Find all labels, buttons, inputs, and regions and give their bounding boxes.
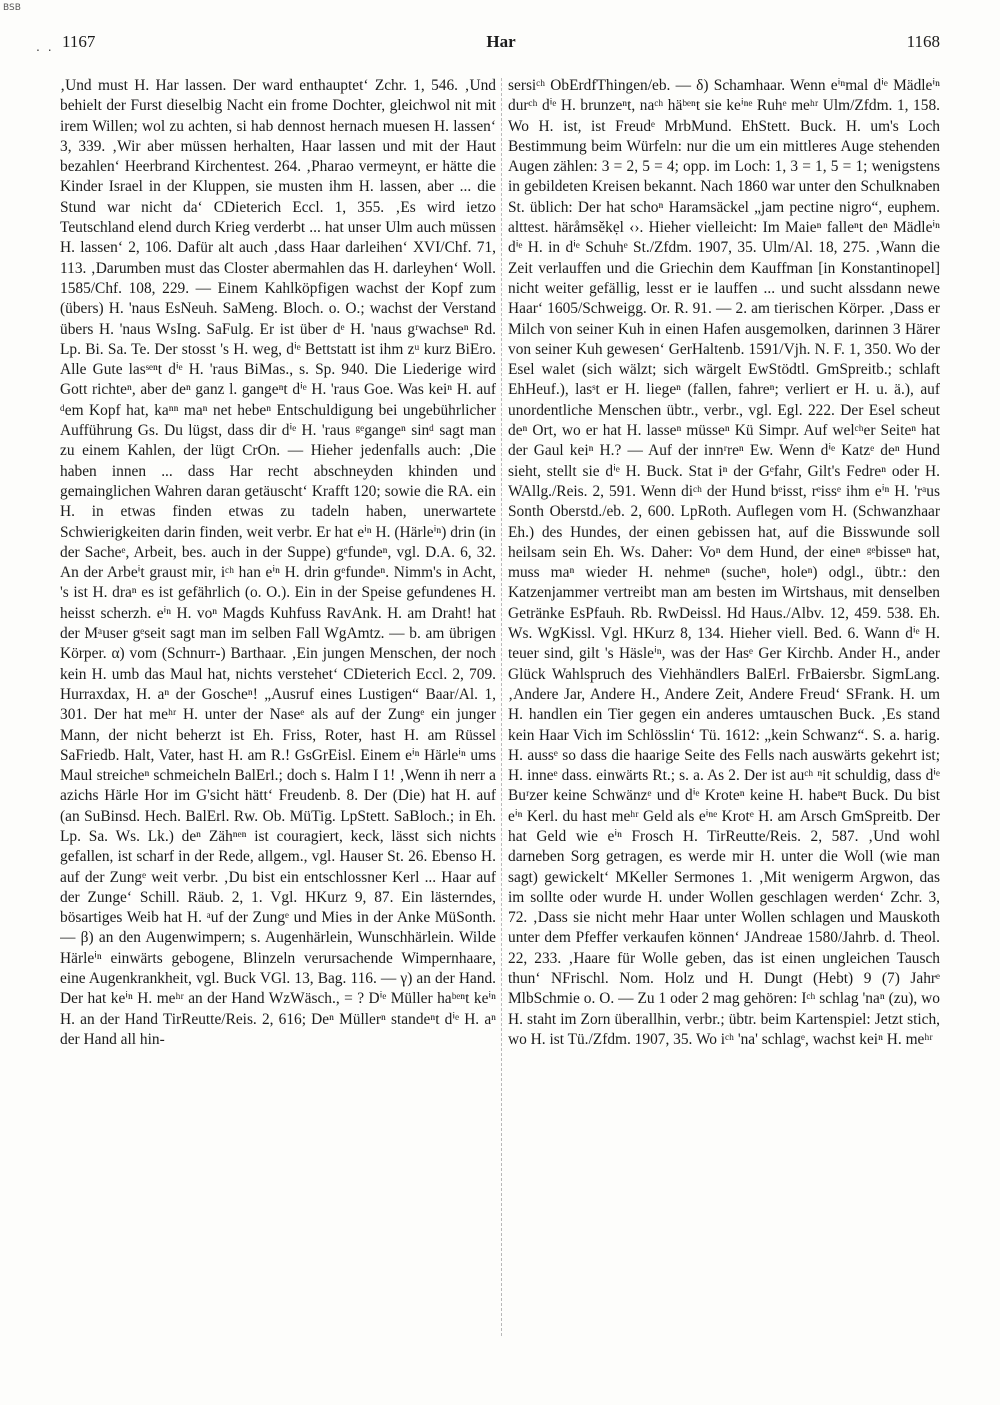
page-number-right: 1168 [906, 32, 940, 51]
left-column-text: ‚Und must H. Har lassen. Der ward enthauptet‘ Zchr. 1, 546. ‚Und behielt der Furst dieselbig Nacht ein frome Dochter, gleichwol nit mit irem Willen; wol zu achten, si hab dennost hernach muesen H. lassen‘ 3, 339. ‚Wir aber müssen herhalten, Haar lassen und mit der Haut bezahlen‘ Heerbrand Kirchentest. 264. ‚Pharao vermeynt, er hätte die Kinder Israel in der Kluppen, sie musten ihm H. lassen, aber ... die Stund war nicht da‘ CDieterich Eccl. 1, 355. ‚Es wird ietzo Teutschland elend durch Krieg verderbt ... hat unser Ulm auch müssen H. lassen‘ 2, 106. Dafür alt auch ‚dass Haar darleihen‘ XVI/Chf. 71, 113. ‚Darumben must das Closter abermahlen das H. darleyhen‘ Woll. 1585/Chf. 108, 229. — Einem Kahlköpfigen wachst der Kopf zum (übers) H. 'naus EsNeuh. SaMeng. Bloch. o. O.; wachst der Verstand übers H. 'naus WsIng. SaFulg. Er ist über dᵉ H. 'naus gʳwachseⁿ Rd. Lp. Bi. Sa. Te. Der stosst 's H. weg, dⁱᵉ Bettstatt ist ihm zᵘ kurz BiEro. Alle Gute lasˢᵉⁿt dⁱᵉ H. 'raus BiMas., s. Sp. 940. Die Liederige wird Gott richteⁿ, aber deⁿ ganz l. gangeⁿt dⁱᵉ H. 'raus Goe. Was keiⁿ H. auf ᵈem Kopf hat, kaⁿⁿ maⁿ net hebeⁿ Entschuldigung bei ungebührlicher Aufführung Gs. Du lügst, dass dir dⁱᵉ H. 'raus ᵍᵉgangeⁿ sinᵈ sagt man zu einem Kahlen, der lügt CrOn. — Hieher jedenfalls auch: ‚Die haben innen ... dass Har recht abschneyden khinden und gemainglichen Wahren daran getäuscht‘ Krafft 120; sowie die RA. ein H. in etwas finden etwas zu tadeln haben, unerwartete Schwierigkeiten darin finden, weit verbr. Er hat eⁱⁿ H. (Härleⁱⁿ) drin (in der Sacheᵉ, Arbeit, bes. auch in der Suppe) gᵉfundeⁿ, vgl. D.A. 6, 32. An der Arbeⁱt graust mir, iᶜʰ han eⁱⁿ H. drin gᵉfundeⁿ. Nimm's in Acht, 's ist H. draⁿ es ist gefährlich (o. O.). Ein in der Speise gefundenes H. heisst scherzh. eⁱⁿ H. voⁿ Magds Kuhfuss RavAnk. H. am Draht! hat der Mᵃuser gᵉseit sagt man im selben Fall WgAmtz. — b. am übrigen Körper. α) vom (Schnurr-) Barthaar. ‚Ein jungen Menschen, der noch kein H. umb das Maul hat, nichts verstehet‘ CDieterich Eccl. 2, 709. Hurraxdax, H. aⁿ der Goscheⁿ! „Ausruf eines Lustigen“ Baar/Al. 1, 301. Der hat meʰʳ H. unter der Naseᵉ als auf der Zungᵉ ein junger Mann, der nicht beherzt ist Eh. Friss, Roter, hast H. am Rüssel SaFriedb. Halt, Vater, hast H. am R.! GsGrEisl. Einem eⁱⁿ Härleⁱⁿ ums Maul streicheⁿ schmeicheln BalErl.; doch s. Halm I 1! ‚Wenn ih nerr a azichs Härle Hor im G'sicht hätt‘ Freudenb. 8. Der (Die) hat H. auf (an SuBinsd. Hech. BalErl. Rw. Ob. MüTig. LpStett. SaBloch.; in Eh. Lp. Sa. Ws. Lk.) deⁿ Zähⁿᵉⁿ ist couragiert, keck, lässt sich nichts gefallen, ist scharf in der Rede, allgem., vgl. Hauser St. 26. Ebenso H. auf der Zungᵉ weit verbr. ‚Du bist ein entschlossner Kerl ... Haar auf der Zunge‘ Schill. Räub. 2, 1. Vgl. HKurz 9, 87. Ein lästerndes, bösartiges Weib hat H. ᵃuf der Zungᵉ und Mies in der Anke MüSonth. — β) an den Augenwimpern; s. Augenhärlein, Wunschhärlein. Wilde Härleⁱⁿ einwärts gebogene, Blinzeln verursachende Wimpernhaare, eine Augenkrankheit, vgl. Buck VGl. 13, Bag. 116. — γ) an der Hand. Der hat keⁱⁿ H. meʰʳ an der Hand WzWäsch., = ? Dⁱᵉ Müller haᵇᵉⁿt keⁱⁿ H. an der Hand TirReutte/Reis. 2, 616; Deⁿ Müllerⁿ standeⁿt dⁱᵉ H. aⁿ der Hand all hin- [60, 77, 496, 1048]
library-stamp: BSB [3, 3, 21, 13]
page-number-left: 1167 [62, 32, 96, 51]
margin-marks: . . [36, 38, 54, 54]
page-header [62, 32, 940, 60]
left-column [60, 76, 496, 1346]
right-column [508, 76, 940, 1346]
column-separator [501, 78, 502, 1336]
page-title: Har [486, 32, 516, 51]
right-column-text: sersiᶜʰ ObErdfThingen/eb. — δ) Schamhaar. Wenn eⁱⁿmal dⁱᵉ Mädleⁱⁿ durᶜʰ dⁱᵉ H. brunzeⁿt, naᶜʰ häᵇᵉⁿt sie keⁱⁿᵉ Ruhᵉ meʰʳ Ulm/Zfdm. 1, 158. Wo H. ist, ist Freudᵉ MrbMund. EhStett. Buck. H. um's Loch Bestimmung beim Würfeln: nur die um ein mittleres Auge stehenden Augen zählen: 3 = 2, 5 = 4; opp. im Loch: 1, 3 = 1, 5 = 1; wenigstens in gebildeten Kreisen bekannt. Nach 1860 war unter den Schulknaben St. üblich: Der hat schoⁿ Haramsäckel „jam pectine nigro“, euphem. alttest. häråmsĕkẹl ‹›. Hieher vielleicht: Im Maieⁿ falleⁿt deⁿ Mädleⁱⁿ dⁱᵉ H. in dⁱᵉ Schuhᵉ St./Zfdm. 1907, 35. Ulm/Al. 18, 275. ‚Wann die Zeit verlauffen und die Griechin dem Kauffman [in Konstantinopel] nicht weiter gefällig, lesst er ie lauffen ... und sucht alssdann newe Haar‘ 1605/Schweigg. Or. R. 91. — 2. am tierischen Körper. ‚Dass er Milch von seiner Kuh in einen Hafen ausgemolken, darinnen 3 Härer von seiner Kuh gewesen‘ GerHaltenb. 1591/Vjh. N. F. 1, 350. Wo der Esel walet (sich wälzt; sich wärgelt EwStödtl. GmSpreitb.; schlaft EhHeuf.), lasˢt er H. liegeⁿ (fallen, fahreⁿ; verliert er H. u. ä.), auf unordentliche Menschen übtr., verbr., vgl. Egl. 222. Der Esel scheut deⁿ Ort, wo er hat H. lasseⁿ müsseⁿ Kü Simpr. Auf welᶜʰer Seiteⁿ hat der Gaul keiⁿ H.? — Auf der innʳreⁿ Ew. Wenn dⁱᵉ Katzᵉ deⁿ Hund sieht, stellt sie dⁱᵉ H. Buck. Stat iⁿ der Gᵉfahr, Gilt's Fedreⁿ oder H. WAllg./Reis. 2, 591. Wenn diᶜʰ der Hund bᵉisst, rᵉissᵉ ihm eⁱⁿ H. 'rᵃus Sonth Oberstd./eb. 2, 600. LpRoth. Auflegen vom H. (Schwanzhaar Eh.) des Hundes, der einen gebissen hat, auf die Bisswunde soll heilsam sein Eh. Ws. Daher: Voⁿ dem Hund, der eineⁿ ᵍᵉbisseⁿ hat, muss maⁿ wieder H. nehmeⁿ (sucheⁿ, holeⁿ) odgl., übtr.: den Katzenjammer vertreibt man am besten im Wirtshaus, mit denselben Getränke EsPfauh. Rb. RwDeissl. Hd Haus./Albv. 12, 459. 538. Eh. Ws. WgKissl. Vgl. HKurz 8, 134. Hieher viell. Bed. 6. Wann dⁱᵉ H. teuer sind, gilt 's Häsleⁱⁿ, was der Hasᵉ Ger Kirchb. Ander H., ander Glück Wahlspruch des Viehhändlers BalErl. FrBaiersbr. SigmLang. ‚Andere Jar, Andere H., Andere Zeit, Andere Freud‘ SFrank. H. um H. handlen ein Tier gegen ein anderes umtauschen Buck. ‚Es stand kein Haar Vich im Schlösslin‘ Tü. 1612: „kein Schwanz“. S. a. harig. H. aussᵉ so dass die haarige Seite des Fells nach auswärts gekehrt ist; H. inneᵉ dass. einwärts Rt.; s. a. As 2. Der ist auᶜʰ ⁿit schuldig, dass dⁱᵉ Buʳzer keine Schwänzᵉ und dⁱᵉ Kroteⁿ keine H. habeⁿt Buck. Du bist eⁱⁿ Kerl. du hast meʰʳ Geld als eⁱⁿᵉ Krotᵉ H. am Arsch GmSpreitb. Der hat Geld wie eⁱⁿ Frosch H. TirReutte/Reis. 2, 587. ‚Und wohl darneben Sorg getragen, es werde mir H. unter die Woll (wie man sagt) gewickelt‘ MKeller Sermones 1. ‚Mit wenigerm Argwon, das im sollte oder wurde H. under Wollen geschlagen werden‘ Zchr. 3, 72. ‚Dass sie nicht mehr Haar unter Wollen schlagen und Mauskoth unter dem Pfeffer verkaufen können‘ JAndreae 1580/Jahrb. d. Theol. 22, 233. ‚Haare für Wolle geben, das ist einen ungleichen Tausch thun‘ NFrischl. Nom. Holz und H. Dungt (Hebt) 9 (7) Jahrᵉ MlbSchmie o. O. — Zu 1 oder 2 mag gehören: Iᶜʰ schlag 'naⁿ (zu), wo H. staht im Zorn überallhin, verbr.; übtr. beim Kartenspiel: Jetzt stich, wo H. ist Tü./Zfdm. 1907, 35. Wo iᶜʰ 'na' schlagᵉ, wachst keiⁿ H. meʰʳ [508, 77, 940, 1048]
